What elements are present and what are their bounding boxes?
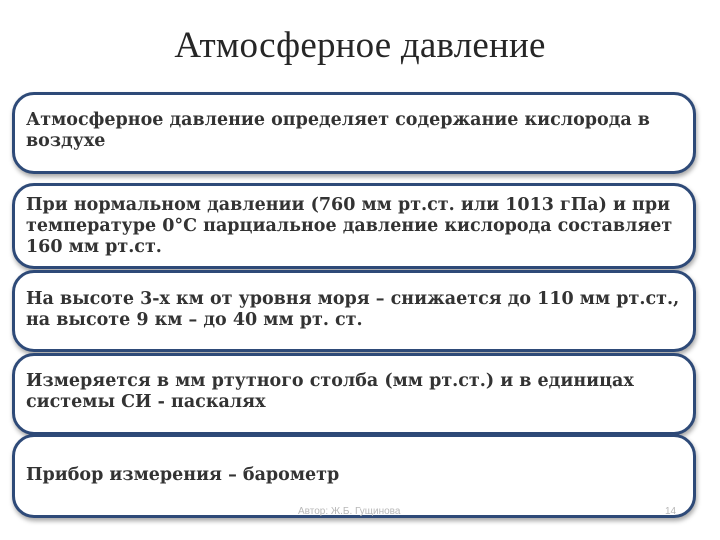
info-box-normal-pressure: При нормальном давлении (760 мм рт.ст. или 1013 гПа) и при температуре 0°С парциальное давление кислорода составляет 160 мм рт.ст. — [12, 183, 696, 269]
slide-title: Атмосферное давление — [174, 25, 546, 66]
slide-footer-author: Автор: Ж.Б. Гущинова — [298, 506, 401, 517]
info-box-oxygen-content: Атмосферное давление определяет содержание кислорода в воздухе — [12, 92, 696, 174]
info-box-altitude: На высоте 3-х км от уровня моря – снижается до 110 мм рт.ст., на высоте 9 км – до 40 мм рт. ст. — [12, 270, 696, 352]
info-box-instrument: Прибор измерения – барометр — [12, 434, 696, 518]
slide-page-number: 14 — [665, 506, 677, 517]
info-box-units: Измеряется в мм ртутного столба (мм рт.ст.) и в единицах системы СИ - паскалях — [12, 353, 696, 435]
